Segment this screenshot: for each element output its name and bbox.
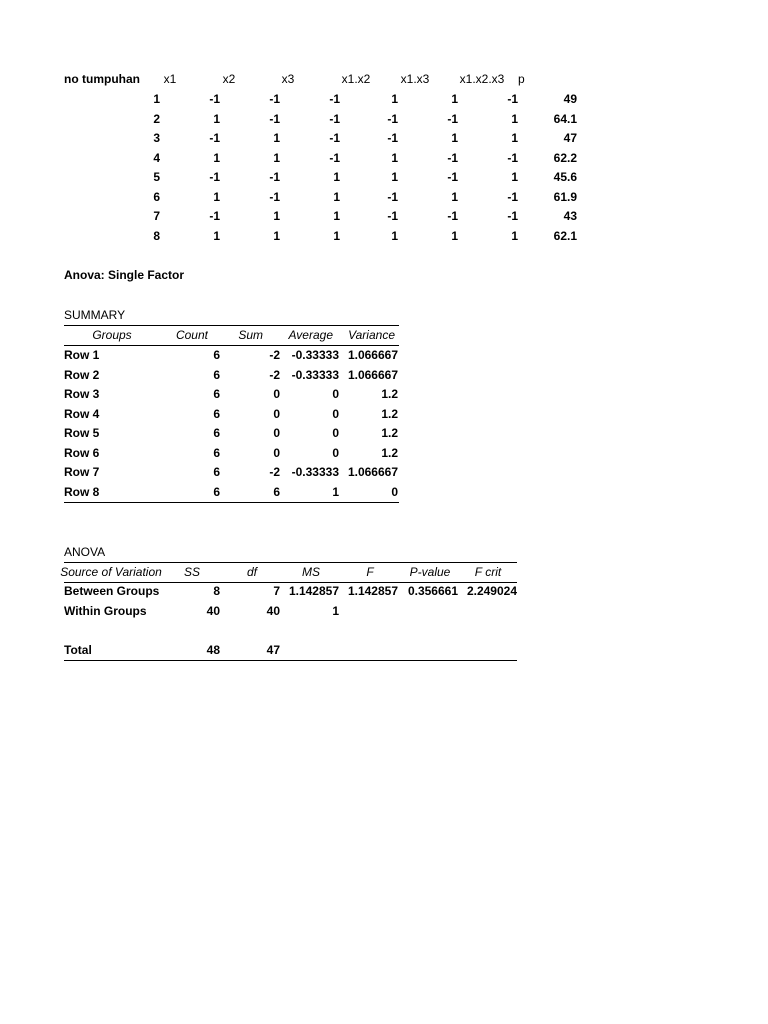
cell-count: 6 [213, 406, 220, 421]
cell-x1x2: 1 [391, 170, 398, 184]
summary-row [0, 385, 768, 404]
cell-p: 49 [563, 92, 577, 106]
cell-x3: 1 [333, 228, 340, 243]
cell-x1x2x3: -1 [507, 150, 518, 165]
cell-ss [174, 621, 220, 640]
cell-x2: 1 [273, 150, 280, 165]
design-row [0, 149, 768, 168]
design-row [0, 90, 768, 109]
cell-group: Row 2 [64, 367, 100, 382]
design-row [0, 188, 768, 207]
cell-x1x2x3: -1 [507, 92, 518, 106]
cell-x1: -1 [209, 170, 220, 184]
cell-variance: 0 [391, 484, 398, 499]
cell-df: 47 [266, 642, 280, 657]
cell-p: 62.2 [553, 150, 577, 165]
cell-variance: 1.2 [381, 387, 398, 401]
cell-sum: -2 [269, 367, 280, 382]
anova-header [0, 563, 768, 582]
cell-x2: 1 [273, 131, 280, 145]
summary-bottom-rule [64, 502, 399, 503]
cell-p: 62.1 [553, 228, 577, 243]
cell-pvalue [398, 602, 458, 621]
anova-header-ss: SS [183, 565, 200, 579]
summary-title: SUMMARY [64, 308, 126, 322]
cell-run-number: 4 [153, 150, 160, 165]
cell-pvalue [398, 641, 458, 660]
header-x3: x3 [281, 72, 295, 86]
cell-p: 47 [563, 131, 577, 145]
cell-count: 6 [213, 387, 220, 401]
cell-x1x2: 1 [391, 228, 398, 243]
summary-row [0, 346, 768, 365]
cell-fcrit: 2.249024 [466, 584, 517, 598]
cell-variance: 1.2 [381, 445, 398, 460]
cell-variance: 1.2 [381, 406, 398, 421]
cell-source [64, 621, 174, 640]
header-p: p [518, 72, 525, 86]
cell-source: Within Groups [64, 603, 147, 618]
cell-ms [280, 621, 339, 640]
cell-fcrit [458, 641, 517, 660]
cell-x1x2: 1 [391, 150, 398, 165]
cell-x1: 1 [213, 189, 220, 204]
cell-ms [280, 641, 339, 660]
cell-group: Row 7 [64, 465, 100, 479]
cell-x2: -1 [269, 170, 280, 184]
design-row [0, 227, 768, 246]
summary-header-variance: Variance [348, 328, 395, 342]
cell-variance: 1.2 [381, 426, 398, 440]
summary-row [0, 463, 768, 482]
cell-pvalue: 0.356661 [407, 584, 458, 598]
cell-x1x2: -1 [387, 111, 398, 126]
cell-average: 0 [332, 406, 339, 421]
cell-variance: 1.066667 [347, 367, 398, 382]
anova-row [0, 641, 768, 660]
cell-run-number: 3 [153, 131, 160, 145]
cell-sum: 0 [273, 387, 280, 401]
design-row [0, 168, 768, 187]
cell-count: 6 [213, 367, 220, 382]
cell-x2: -1 [269, 189, 280, 204]
cell-count: 6 [213, 348, 220, 362]
cell-sum: 0 [273, 406, 280, 421]
cell-variance: 1.066667 [347, 348, 398, 362]
cell-p: 61.9 [553, 189, 577, 204]
summary-header-groups: Groups [92, 328, 132, 342]
cell-x3: -1 [329, 111, 340, 126]
cell-sum: -2 [269, 465, 280, 479]
cell-average: 0 [332, 445, 339, 460]
summary-header-sum: Sum [238, 328, 263, 342]
cell-pvalue [398, 621, 458, 640]
cell-p: 43 [563, 209, 577, 223]
cell-x2: 1 [273, 209, 280, 223]
cell-ms: 1.142857 [288, 584, 339, 598]
cell-x1x3: 1 [451, 228, 458, 243]
summary-row [0, 405, 768, 424]
anova-header-df: df [246, 565, 257, 579]
cell-source: Between Groups [64, 584, 160, 598]
cell-average: 1 [332, 484, 339, 499]
summary-row [0, 483, 768, 502]
design-row [0, 129, 768, 148]
anova-bottom-rule [64, 660, 517, 661]
cell-df: 7 [273, 584, 280, 598]
cell-count: 6 [213, 484, 220, 499]
anova-header-pvalue: P-value [409, 565, 451, 579]
cell-sum: 0 [273, 445, 280, 460]
cell-f [339, 602, 398, 621]
cell-x1x3: -1 [447, 111, 458, 126]
anova-title: ANOVA [64, 545, 106, 559]
summary-row [0, 444, 768, 463]
cell-group: Row 3 [64, 387, 100, 401]
cell-x1: -1 [209, 209, 220, 223]
anova-header-f: F [366, 565, 374, 579]
cell-x1x2x3: -1 [507, 209, 518, 223]
cell-x1x2x3: 1 [511, 111, 518, 126]
header-x1: x1 [163, 72, 177, 86]
cell-x1x2x3: 1 [511, 131, 518, 145]
cell-x1x2x3: 1 [511, 228, 518, 243]
cell-sum: 6 [273, 484, 280, 499]
cell-group: Row 1 [64, 348, 100, 362]
header-x1x2x3: x1.x2.x3 [459, 72, 505, 86]
design-row [0, 207, 768, 226]
anova-header-fcrit: F crit [474, 565, 502, 579]
cell-average: -0.33333 [291, 367, 339, 382]
header-x1x3: x1.x3 [400, 72, 430, 86]
anova-row [0, 621, 768, 640]
cell-x1: 1 [213, 150, 220, 165]
cell-x1: 1 [213, 228, 220, 243]
header-x1x2: x1.x2 [341, 72, 371, 86]
header-no-tumpuhan: no tumpuhan [64, 72, 140, 86]
cell-fcrit [458, 602, 517, 621]
cell-ss: 40 [206, 603, 220, 618]
cell-sum: -2 [269, 348, 280, 362]
cell-ss: 8 [213, 584, 220, 598]
cell-count: 6 [213, 426, 220, 440]
cell-x1x2: -1 [387, 131, 398, 145]
summary-header-count: Count [175, 328, 208, 342]
anova-header-ms: MS [302, 565, 320, 579]
cell-average: -0.33333 [291, 348, 339, 362]
cell-x1x2: 1 [391, 92, 398, 106]
cell-x1x3: -1 [447, 209, 458, 223]
cell-f [339, 621, 398, 640]
cell-p: 45.6 [553, 170, 577, 184]
cell-run-number: 1 [153, 92, 160, 106]
design-table-header [0, 70, 768, 89]
cell-x2: 1 [273, 228, 280, 243]
cell-run-number: 8 [153, 228, 160, 243]
cell-x3: -1 [329, 92, 340, 106]
cell-x1: -1 [209, 131, 220, 145]
cell-x3: -1 [329, 131, 340, 145]
cell-x1x3: 1 [451, 131, 458, 145]
header-x2: x2 [222, 72, 236, 86]
cell-x3: -1 [329, 150, 340, 165]
cell-fcrit [458, 621, 517, 640]
cell-run-number: 7 [153, 209, 160, 223]
cell-x1: 1 [213, 111, 220, 126]
cell-x1x3: -1 [447, 150, 458, 165]
cell-x3: 1 [333, 209, 340, 223]
cell-group: Row 6 [64, 445, 100, 460]
cell-x1x2: -1 [387, 189, 398, 204]
cell-average: 0 [332, 426, 339, 440]
cell-df [220, 621, 280, 640]
cell-run-number: 5 [153, 170, 160, 184]
cell-ss: 48 [206, 642, 220, 657]
cell-count: 6 [213, 445, 220, 460]
cell-x1x2x3: -1 [507, 189, 518, 204]
cell-sum: 0 [273, 426, 280, 440]
summary-header [0, 326, 768, 345]
cell-x3: 1 [333, 170, 340, 184]
cell-x2: -1 [269, 111, 280, 126]
cell-x1x3: -1 [447, 170, 458, 184]
anova-header-source: Source of Variation [60, 565, 162, 579]
cell-ms: 1 [332, 603, 339, 618]
cell-variance: 1.066667 [347, 465, 398, 479]
cell-run-number: 2 [153, 111, 160, 126]
cell-p: 64.1 [553, 111, 577, 126]
cell-x1x2x3: 1 [511, 170, 518, 184]
cell-average: 0 [332, 387, 339, 401]
anova-single-factor-title: Anova: Single Factor [64, 268, 185, 282]
summary-header-average: Average [288, 328, 333, 342]
cell-group: Row 8 [64, 484, 100, 499]
cell-x1: -1 [209, 92, 220, 106]
anova-row [0, 602, 768, 621]
cell-x1x2: -1 [387, 209, 398, 223]
cell-x3: 1 [333, 189, 340, 204]
cell-group: Row 5 [64, 426, 100, 440]
cell-average: -0.33333 [291, 465, 339, 479]
cell-run-number: 6 [153, 189, 160, 204]
cell-x1x3: 1 [451, 92, 458, 106]
summary-row [0, 424, 768, 443]
cell-x2: -1 [269, 92, 280, 106]
cell-f [339, 641, 398, 660]
summary-row [0, 366, 768, 385]
cell-count: 6 [213, 465, 220, 479]
cell-f: 1.142857 [347, 584, 398, 598]
anova-row [0, 582, 768, 601]
design-row [0, 110, 768, 129]
cell-df: 40 [266, 603, 280, 618]
cell-group: Row 4 [64, 406, 100, 421]
cell-source: Total [64, 642, 92, 657]
cell-x1x3: 1 [451, 189, 458, 204]
